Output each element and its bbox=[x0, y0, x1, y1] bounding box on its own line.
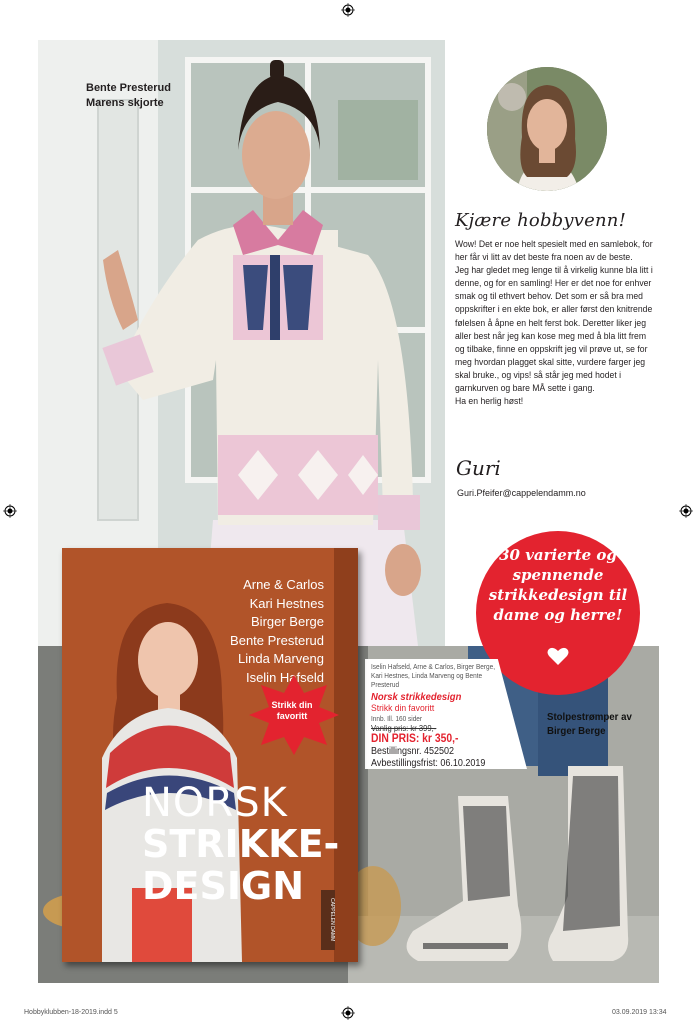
book-author: Arne & Carlos bbox=[243, 577, 324, 592]
offer-order-number: Bestillingsnr. 452502 bbox=[371, 746, 455, 757]
offer-authors: Iselin Hafseld, Arne & Carlos, Birger Berge, Kari Hestnes, Linda Marveng og Bente Presterud bbox=[371, 662, 496, 689]
offer-meta: Innb. Ill. 160 sider bbox=[371, 714, 423, 723]
offer-deadline: Avbestillingsfrist: 06.10.2019 bbox=[371, 758, 486, 769]
socks-caption-line-2: Birger Berge bbox=[547, 725, 606, 737]
photo-caption-line-1: Bente Presterud bbox=[86, 82, 171, 94]
letter-body bbox=[455, 238, 655, 408]
book-author: Linda Marveng bbox=[238, 651, 324, 666]
letter-paragraph: Wow! Det er noe helt spesielt med en samlebok, for her får vi litt av det beste fra noen av de beste. bbox=[455, 239, 653, 264]
book-star-text: Strikk din favoritt bbox=[271, 700, 313, 721]
registration-mark-left bbox=[3, 504, 17, 518]
registration-mark-top bbox=[341, 3, 355, 17]
book-title-line-1: NORSK bbox=[142, 780, 288, 826]
offer-box bbox=[371, 662, 497, 770]
book-author: Birger Berge bbox=[251, 614, 324, 629]
book-author: Iselin Hafseld bbox=[245, 669, 324, 685]
letter-email[interactable]: Guri.Pfeifer@cappelendamm.no bbox=[457, 488, 586, 498]
registration-mark-bottom bbox=[341, 1006, 355, 1020]
socks-caption bbox=[547, 710, 632, 738]
heart-icon bbox=[547, 646, 569, 666]
book-title-line-2: STRIKKE- bbox=[142, 822, 340, 866]
publisher-logo: CAPPELEN DAMM bbox=[321, 890, 335, 950]
photo-caption bbox=[86, 81, 171, 111]
offer-title: Norsk strikkedesign bbox=[371, 691, 462, 703]
letter-paragraph: Ha en herlig høst! bbox=[455, 396, 524, 408]
letter-paragraph: Jeg har gledet meg lenge til å virkelig kunne bla litt i denne, og for en samling! Her er det noe for enhver smak og til ethvert behov. Det som er så bra med oppskrifter i en ekte bok, er aller først den knitrende følelsen å åpne en helt ferst bok. Deretter liker jeg aller best når jeg kan kose meg med å bla litt frem og tilbake, finne en oppskrift jeg vil prøve ut, se for meg hvordan plagget skal sitte, vurdere farger jeg skal bruke., og vips! så står jeg med hodet i garnkurven og bare MÅ sette i gang. bbox=[455, 265, 653, 395]
book-title-lines bbox=[142, 823, 339, 907]
offer-price: DIN PRIS: kr 350,- bbox=[371, 733, 459, 745]
editor-portrait bbox=[487, 67, 607, 191]
letter-signature: Guri bbox=[456, 456, 501, 480]
offer-regular-price: Vanlig pris: kr 399,- bbox=[371, 723, 437, 733]
book-author: Bente Presterud bbox=[230, 632, 324, 648]
book-authors bbox=[230, 576, 324, 687]
socks-caption-line-1: Stolpestrømper av bbox=[547, 711, 632, 723]
book-title-line-3: DESIGN bbox=[142, 864, 305, 908]
footer-slug-right: 03.09.2019 13:34 bbox=[612, 1009, 667, 1016]
book-cover bbox=[62, 548, 358, 962]
offer-subtitle: Strikk din favoritt bbox=[371, 703, 435, 714]
footer-slug-left: Hobbyklubben-18-2019.indd 5 bbox=[24, 1009, 118, 1016]
promo-badge-text: 30 varierte og spennende strikkedesign til dame og herre! bbox=[488, 546, 628, 624]
photo-caption-line-2: Marens skjorte bbox=[86, 97, 164, 109]
letter-greeting: Kjære hobbyvenn! bbox=[455, 210, 627, 231]
registration-mark-right bbox=[679, 504, 693, 518]
book-author: Kari Hestnes bbox=[249, 595, 324, 611]
